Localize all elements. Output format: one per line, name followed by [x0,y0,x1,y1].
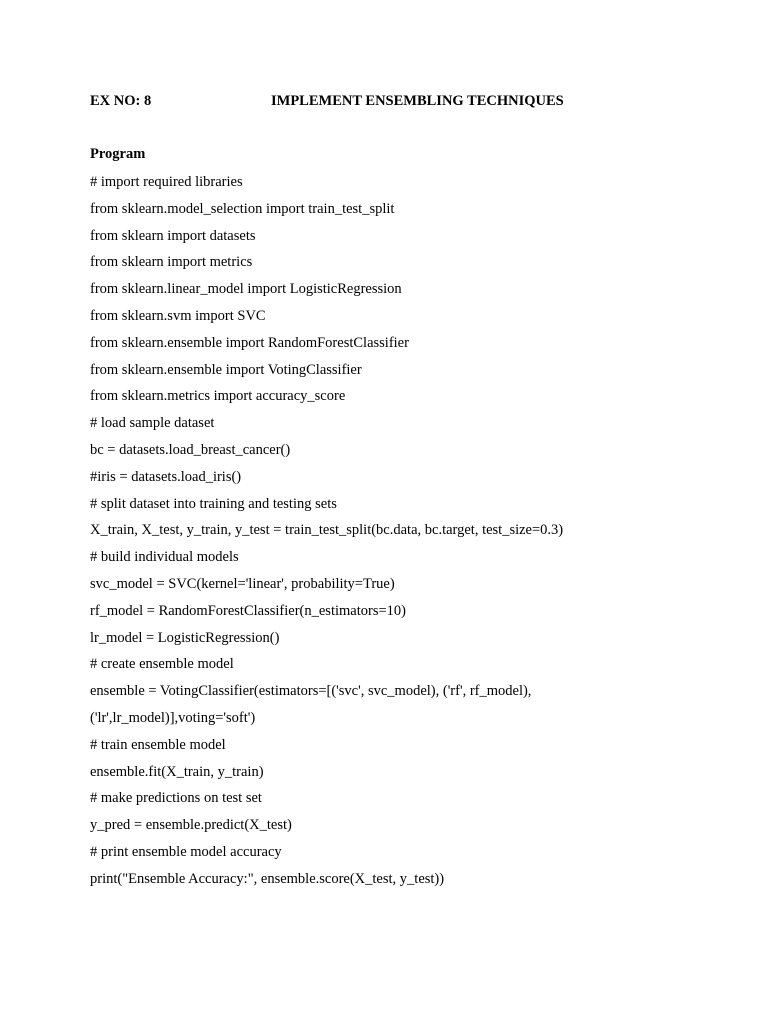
program-code [90,172,563,896]
code-line: # make predictions on test set [90,790,262,807]
code-line: from sklearn.ensemble import VotingClassifier [90,361,362,378]
exercise-number: EX NO: 8 [90,93,152,109]
code-line: from sklearn.ensemble import RandomForestClassifier [90,334,409,351]
code-line: # build individual models [90,549,239,566]
code-line: from sklearn.metrics import accuracy_score [90,388,346,405]
code-line: ensemble = VotingClassifier(estimators=[('svc', svc_model), ('rf', rf_model), [90,683,532,700]
code-line: # split dataset into training and testing sets [90,495,337,512]
code-line: from sklearn.model_selection import train_test_split [90,200,395,217]
document-header [90,93,690,113]
code-line: from sklearn import metrics [90,254,253,271]
code-line: rf_model = RandomForestClassifier(n_estimators=10) [90,602,406,619]
code-line: # load sample dataset [90,415,215,432]
code-line: ensemble.fit(X_train, y_train) [90,763,264,780]
code-line: print("Ensemble Accuracy:", ensemble.score(X_test, y_test)) [90,870,445,887]
code-line: X_train, X_test, y_train, y_test = train_test_split(bc.data, bc.target, test_size=0.3) [90,522,564,539]
code-line: svc_model = SVC(kernel='linear', probability=True) [90,575,395,592]
code-line: # print ensemble model accuracy [90,843,282,860]
code-line: from sklearn.linear_model import LogisticRegression [90,281,402,298]
code-line: #iris = datasets.load_iris() [90,468,242,485]
code-line: from sklearn.svm import SVC [90,307,266,324]
code-line: # import required libraries [90,174,243,190]
code-line: lr_model = LogisticRegression() [90,629,280,646]
program-heading: Program [90,146,146,162]
code-line: from sklearn import datasets [90,227,256,244]
code-line: y_pred = ensemble.predict(X_test) [90,817,292,834]
code-line: bc = datasets.load_breast_cancer() [90,441,291,458]
code-line: # create ensemble model [90,656,234,673]
exercise-title: IMPLEMENT ENSEMBLING TECHNIQUES [271,93,564,109]
code-line: ('lr',lr_model)],voting='soft') [90,709,256,726]
code-line: # train ensemble model [90,736,226,753]
